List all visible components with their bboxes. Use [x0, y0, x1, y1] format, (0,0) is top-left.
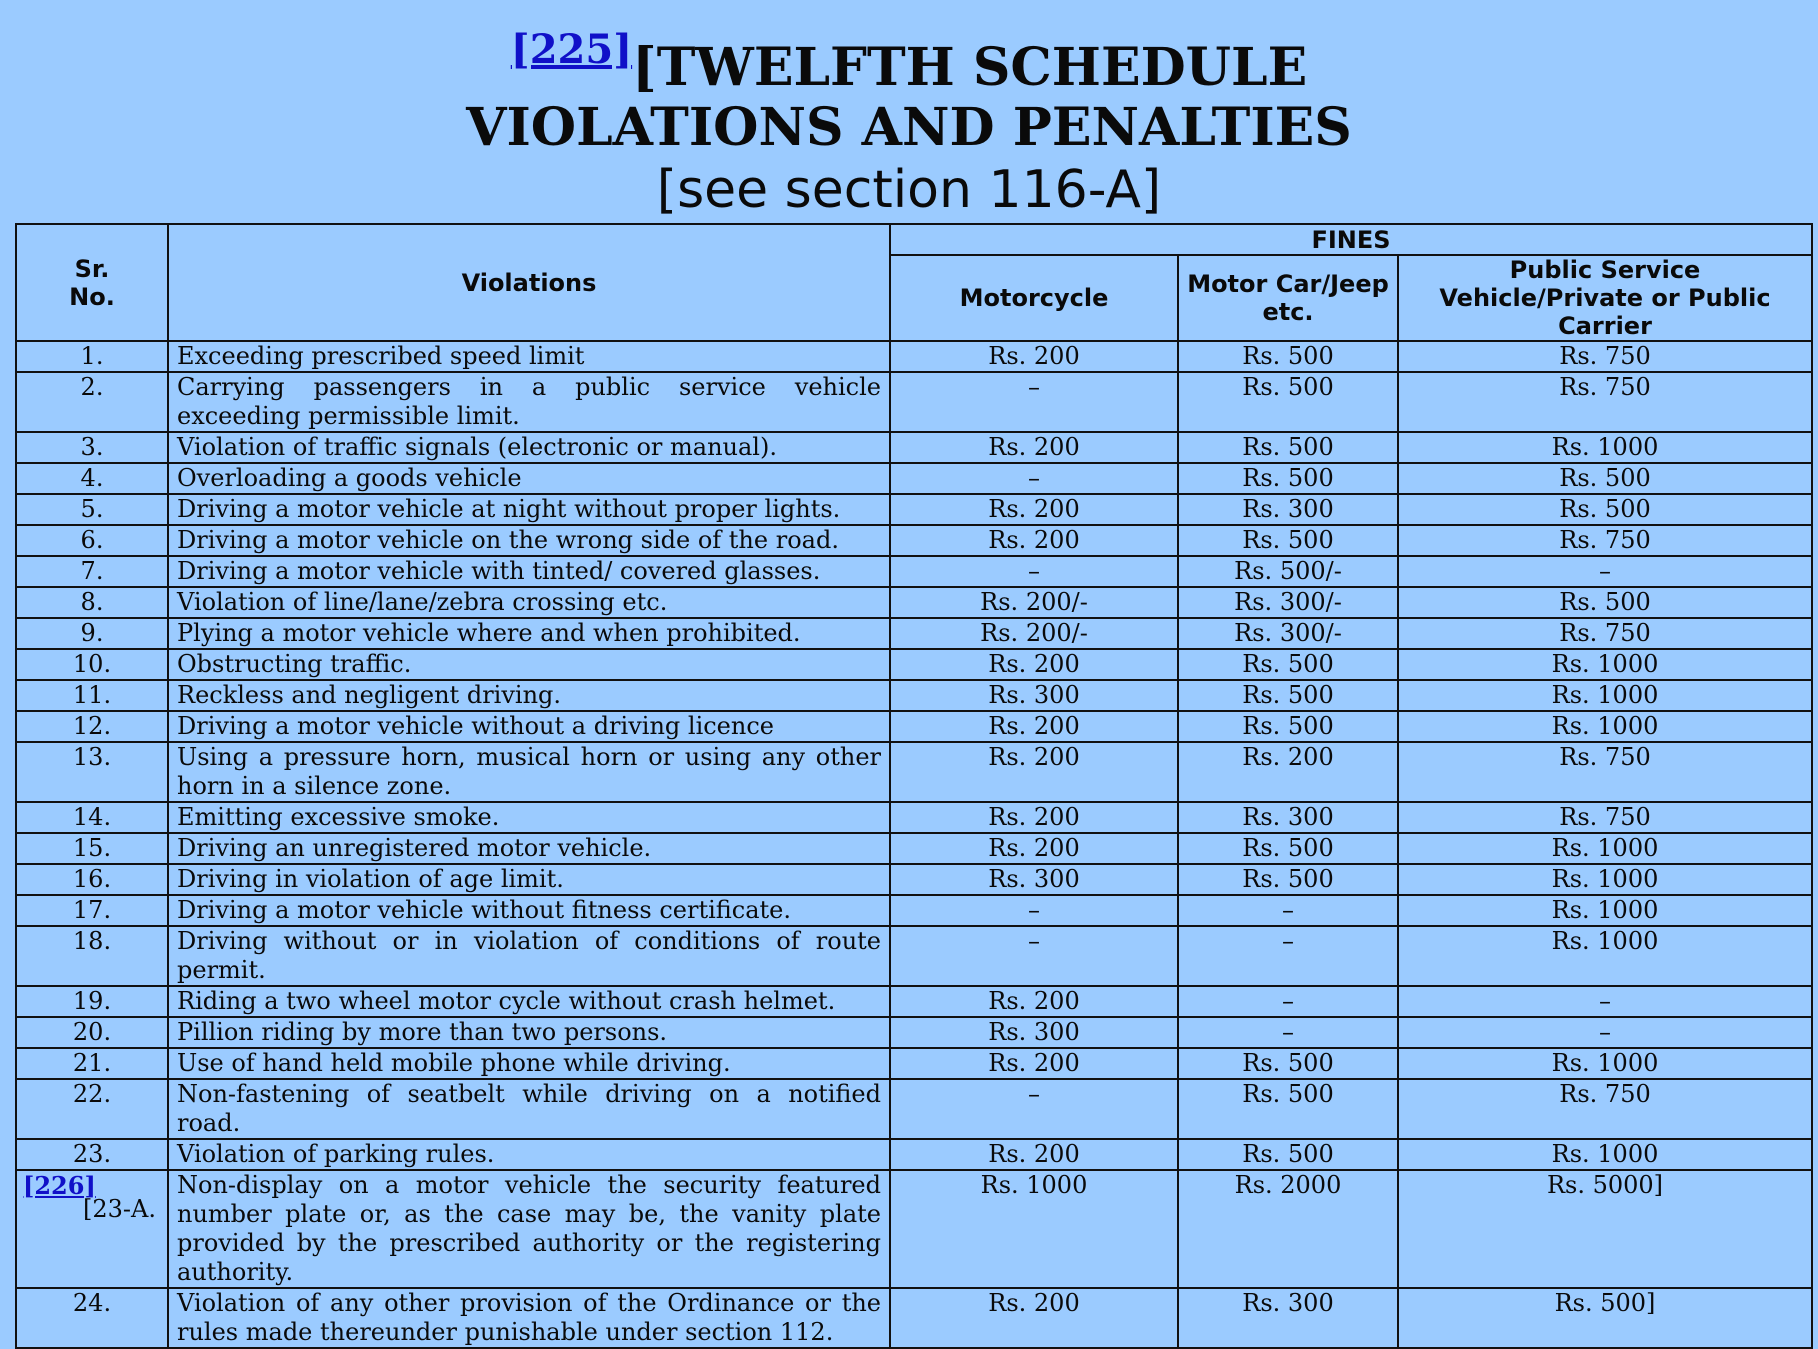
violation-cell: Violation of any other provision of the Ordinance or the rules made thereunder punishable under section 112.	[168, 1288, 890, 1348]
table-row	[16, 1017, 1812, 1048]
table-row	[16, 556, 1812, 587]
table-row	[16, 833, 1812, 864]
motorcycle-fine-cell: Rs. 300	[890, 864, 1178, 895]
car-fine-cell: Rs. 500	[1178, 1048, 1398, 1079]
sr-no-cell: 19.	[16, 986, 168, 1017]
psv-fine-cell: Rs. 750	[1398, 1079, 1812, 1139]
psv-fine-cell: Rs. 5000]	[1398, 1170, 1812, 1288]
psv-fine-cell: Rs. 1000	[1398, 833, 1812, 864]
violation-cell: Plying a motor vehicle where and when prohibited.	[168, 618, 890, 649]
violation-cell: Driving without or in violation of conditions of route permit.	[168, 926, 890, 986]
motorcycle-fine-cell: Rs. 200	[890, 432, 1178, 463]
psv-fine-cell: Rs. 1000	[1398, 895, 1812, 926]
car-fine-cell: Rs. 500	[1178, 1079, 1398, 1139]
car-fine-cell: Rs. 500	[1178, 833, 1398, 864]
psv-fine-cell: Rs. 1000	[1398, 432, 1812, 463]
psv-fine-cell: Rs. 500]	[1398, 1288, 1812, 1348]
car-fine-cell: Rs. 500	[1178, 463, 1398, 494]
sr-no-cell: 14.	[16, 802, 168, 833]
car-fine-cell: Rs. 2000	[1178, 1170, 1398, 1288]
table-row	[16, 742, 1812, 802]
table-row	[16, 926, 1812, 986]
header-violations: Violations	[168, 224, 890, 341]
header-public-service: Public Service Vehicle/Private or Public Carrier	[1398, 255, 1812, 341]
header-motor-car: Motor Car/Jeep etc.	[1178, 255, 1398, 341]
car-fine-cell: Rs. 300	[1178, 802, 1398, 833]
table-row	[16, 525, 1812, 556]
table-row	[16, 1048, 1812, 1079]
violation-cell: Non-display on a motor vehicle the security featured number plate or, as the case may be, the vanity plate provided by the prescribed authority or the registering authority.	[168, 1170, 890, 1288]
sr-no-cell: 6.	[16, 525, 168, 556]
car-fine-cell: Rs. 500	[1178, 864, 1398, 895]
header-motorcycle: Motorcycle	[890, 255, 1178, 341]
psv-fine-cell: Rs. 1000	[1398, 864, 1812, 895]
table-row	[16, 494, 1812, 525]
sr-no-cell	[16, 1170, 168, 1288]
sr-no-cell: 16.	[16, 864, 168, 895]
car-fine-cell: Rs. 500	[1178, 711, 1398, 742]
motorcycle-fine-cell: Rs. 200	[890, 341, 1178, 372]
sr-no-cell: 7.	[16, 556, 168, 587]
table-row	[16, 649, 1812, 680]
car-fine-cell: –	[1178, 986, 1398, 1017]
motorcycle-fine-cell: Rs. 200	[890, 1048, 1178, 1079]
psv-fine-cell: Rs. 1000	[1398, 1048, 1812, 1079]
motorcycle-fine-cell: –	[890, 895, 1178, 926]
sr-no-text: [23-A.	[83, 1195, 156, 1223]
header-fines: FINES	[890, 224, 1812, 255]
motorcycle-fine-cell: Rs. 200	[890, 833, 1178, 864]
violation-cell: Carrying passengers in a public service vehicle exceeding permissible limit.	[168, 372, 890, 432]
table-row	[16, 895, 1812, 926]
sr-no-cell: 8.	[16, 587, 168, 618]
table-row	[16, 680, 1812, 711]
title-text: [TWELFTH SCHEDULE	[632, 37, 1308, 98]
car-fine-cell: Rs. 500	[1178, 1139, 1398, 1170]
violation-cell: Driving a motor vehicle without fitness certificate.	[168, 895, 890, 926]
sr-no-cell: 9.	[16, 618, 168, 649]
motorcycle-fine-cell: Rs. 200	[890, 494, 1178, 525]
violation-cell: Driving in violation of age limit.	[168, 864, 890, 895]
footnote-link[interactable]: [226]	[23, 1171, 96, 1200]
table-row	[16, 463, 1812, 494]
sr-no-cell: 23.	[16, 1139, 168, 1170]
car-fine-cell: Rs. 300	[1178, 494, 1398, 525]
motorcycle-fine-cell: Rs. 200	[890, 1288, 1178, 1348]
sr-no-cell: 20.	[16, 1017, 168, 1048]
table-row	[16, 1139, 1812, 1170]
motorcycle-fine-cell: Rs. 200	[890, 649, 1178, 680]
violation-cell: Reckless and negligent driving.	[168, 680, 890, 711]
table-row	[16, 802, 1812, 833]
violation-cell: Obstructing traffic.	[168, 649, 890, 680]
sr-no-cell: 18.	[16, 926, 168, 986]
table-row	[16, 587, 1812, 618]
header-sr-no: Sr. No.	[16, 224, 168, 341]
psv-fine-cell: Rs. 1000	[1398, 680, 1812, 711]
violation-cell: Driving a motor vehicle without a driving licence	[168, 711, 890, 742]
psv-fine-cell: Rs. 1000	[1398, 926, 1812, 986]
psv-fine-cell: Rs. 750	[1398, 742, 1812, 802]
car-fine-cell: Rs. 300/-	[1178, 618, 1398, 649]
motorcycle-fine-cell: Rs. 200	[890, 525, 1178, 556]
table-row	[16, 618, 1812, 649]
violation-cell: Violation of line/lane/zebra crossing etc.	[168, 587, 890, 618]
car-fine-cell: Rs. 300	[1178, 1288, 1398, 1348]
violation-cell: Using a pressure horn, musical horn or using any other horn in a silence zone.	[168, 742, 890, 802]
schedule-subtitle: VIOLATIONS AND PENALTIES	[466, 97, 1352, 158]
motorcycle-fine-cell: Rs. 200/-	[890, 618, 1178, 649]
violation-cell: Driving an unregistered motor vehicle.	[168, 833, 890, 864]
motorcycle-fine-cell: Rs. 200	[890, 1139, 1178, 1170]
section-reference: [see section 116-A]	[656, 160, 1162, 220]
motorcycle-fine-cell: Rs. 200	[890, 742, 1178, 802]
table-row	[16, 372, 1812, 432]
car-fine-cell: Rs. 500	[1178, 372, 1398, 432]
violation-cell: Use of hand held mobile phone while driving.	[168, 1048, 890, 1079]
sr-no-cell: 17.	[16, 895, 168, 926]
sr-no-cell: 11.	[16, 680, 168, 711]
violation-cell: Driving a motor vehicle on the wrong side of the road.	[168, 525, 890, 556]
motorcycle-fine-cell: Rs. 200	[890, 802, 1178, 833]
table-row	[16, 1288, 1812, 1348]
violation-cell: Driving a motor vehicle at night without proper lights.	[168, 494, 890, 525]
psv-fine-cell: Rs. 500	[1398, 494, 1812, 525]
sr-no-cell: 24.	[16, 1288, 168, 1348]
sr-no-cell: 13.	[16, 742, 168, 802]
table-row	[16, 1170, 1812, 1288]
motorcycle-fine-cell: Rs. 300	[890, 680, 1178, 711]
car-fine-cell: Rs. 500	[1178, 432, 1398, 463]
sr-no-cell: 2.	[16, 372, 168, 432]
car-fine-cell: Rs. 500	[1178, 680, 1398, 711]
car-fine-cell: Rs. 500	[1178, 525, 1398, 556]
table-row	[16, 986, 1812, 1017]
sr-no-cell: 10.	[16, 649, 168, 680]
psv-fine-cell: Rs. 500	[1398, 463, 1812, 494]
car-fine-cell: Rs. 500	[1178, 341, 1398, 372]
sr-no-cell: 5.	[16, 494, 168, 525]
schedule-title	[0, 26, 1818, 102]
car-fine-cell: –	[1178, 926, 1398, 986]
violation-cell: Non-fastening of seatbelt while driving on a notified road.	[168, 1079, 890, 1139]
violation-cell: Violation of traffic signals (electronic or manual).	[168, 432, 890, 463]
motorcycle-fine-cell: Rs. 200	[890, 711, 1178, 742]
motorcycle-fine-cell: –	[890, 1079, 1178, 1139]
table-row	[16, 864, 1812, 895]
violation-cell: Violation of parking rules.	[168, 1139, 890, 1170]
table-row	[16, 432, 1812, 463]
psv-fine-cell: Rs. 750	[1398, 525, 1812, 556]
violation-cell: Pillion riding by more than two persons.	[168, 1017, 890, 1048]
car-fine-cell: –	[1178, 895, 1398, 926]
psv-fine-cell: –	[1398, 1017, 1812, 1048]
violation-cell: Riding a two wheel motor cycle without crash helmet.	[168, 986, 890, 1017]
table-row	[16, 341, 1812, 372]
table-row	[16, 711, 1812, 742]
sr-no-cell: 3.	[16, 432, 168, 463]
sr-no-cell: 12.	[16, 711, 168, 742]
psv-fine-cell: Rs. 1000	[1398, 649, 1812, 680]
car-fine-cell: Rs. 500/-	[1178, 556, 1398, 587]
psv-fine-cell: Rs. 500	[1398, 587, 1812, 618]
penalties-table	[15, 223, 1813, 1349]
psv-fine-cell: Rs. 1000	[1398, 1139, 1812, 1170]
motorcycle-fine-cell: Rs. 200/-	[890, 587, 1178, 618]
sr-no-cell: 1.	[16, 341, 168, 372]
violation-cell: Driving a motor vehicle with tinted/ covered glasses.	[168, 556, 890, 587]
psv-fine-cell: Rs. 1000	[1398, 711, 1812, 742]
motorcycle-fine-cell: Rs. 1000	[890, 1170, 1178, 1288]
motorcycle-fine-cell: –	[890, 556, 1178, 587]
motorcycle-fine-cell: –	[890, 463, 1178, 494]
sr-no-cell: 15.	[16, 833, 168, 864]
psv-fine-cell: –	[1398, 986, 1812, 1017]
sr-no-cell: 21.	[16, 1048, 168, 1079]
car-fine-cell: Rs. 300/-	[1178, 587, 1398, 618]
document-header	[0, 0, 1818, 222]
car-fine-cell: Rs. 200	[1178, 742, 1398, 802]
motorcycle-fine-cell: –	[890, 372, 1178, 432]
psv-fine-cell: Rs. 750	[1398, 618, 1812, 649]
psv-fine-cell: –	[1398, 556, 1812, 587]
psv-fine-cell: Rs. 750	[1398, 372, 1812, 432]
psv-fine-cell: Rs. 750	[1398, 802, 1812, 833]
footnote-link[interactable]: [225]	[510, 26, 633, 73]
sr-no-cell: 4.	[16, 463, 168, 494]
motorcycle-fine-cell: Rs. 200	[890, 986, 1178, 1017]
violation-cell: Emitting excessive smoke.	[168, 802, 890, 833]
motorcycle-fine-cell: Rs. 300	[890, 1017, 1178, 1048]
psv-fine-cell: Rs. 750	[1398, 341, 1812, 372]
table-row	[16, 1079, 1812, 1139]
sr-no-cell: 22.	[16, 1079, 168, 1139]
motorcycle-fine-cell: –	[890, 926, 1178, 986]
violation-cell: Exceeding prescribed speed limit	[168, 341, 890, 372]
car-fine-cell: Rs. 500	[1178, 649, 1398, 680]
car-fine-cell: –	[1178, 1017, 1398, 1048]
violation-cell: Overloading a goods vehicle	[168, 463, 890, 494]
